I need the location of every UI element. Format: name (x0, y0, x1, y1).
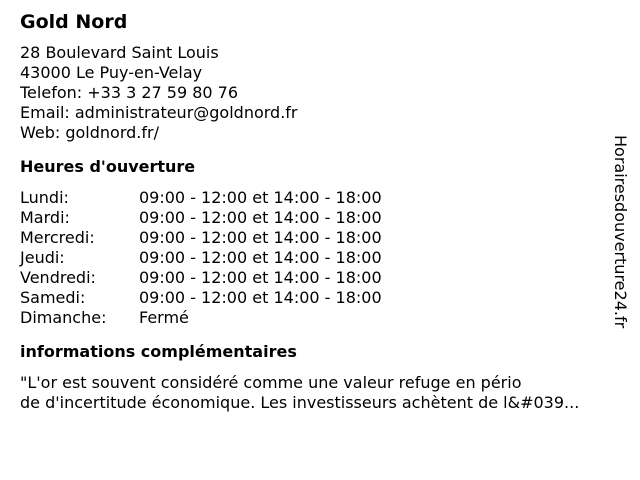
day-hours: 09:00 - 12:00 et 14:00 - 18:00 (139, 228, 382, 247)
hours-row (20, 308, 610, 328)
phone-number: Telefon: +33 3 27 59 80 76 (20, 83, 239, 102)
opening-hours-table (20, 188, 610, 328)
additional-info-line-2: de d'incertitude économique. Les investisseurs achètent de l&#039... (20, 393, 580, 412)
site-watermark: Horairesdouverture24.fr (611, 135, 630, 329)
day-hours: Fermé (139, 308, 189, 327)
email-address: Email: administrateur@goldnord.fr (20, 103, 298, 122)
day-label: Mercredi: (20, 228, 95, 247)
additional-info-title: informations complémentaires (20, 342, 297, 361)
day-hours: 09:00 - 12:00 et 14:00 - 18:00 (139, 188, 382, 207)
day-label: Lundi: (20, 188, 69, 207)
day-label: Jeudi: (20, 248, 65, 267)
hours-row (20, 228, 610, 248)
day-label: Dimanche: (20, 308, 107, 327)
website: Web: goldnord.fr/ (20, 123, 159, 142)
day-hours: 09:00 - 12:00 et 14:00 - 18:00 (139, 288, 382, 307)
address-line-2: 43000 Le Puy-en-Velay (20, 63, 203, 82)
hours-row (20, 288, 610, 308)
day-label: Vendredi: (20, 268, 96, 287)
day-label: Mardi: (20, 208, 70, 227)
hours-row (20, 208, 610, 228)
day-hours: 09:00 - 12:00 et 14:00 - 18:00 (139, 248, 382, 267)
additional-info-line-1: "L'or est souvent considéré comme une valeur refuge en pério (20, 373, 522, 392)
business-name: Gold Nord (20, 11, 128, 33)
opening-hours-title: Heures d'ouverture (20, 157, 196, 176)
hours-row (20, 188, 610, 208)
address-line-1: 28 Boulevard Saint Louis (20, 43, 219, 62)
hours-row (20, 248, 610, 268)
day-hours: 09:00 - 12:00 et 14:00 - 18:00 (139, 208, 382, 227)
day-hours: 09:00 - 12:00 et 14:00 - 18:00 (139, 268, 382, 287)
business-listing (20, 10, 610, 413)
day-label: Samedi: (20, 288, 86, 307)
hours-row (20, 268, 610, 288)
